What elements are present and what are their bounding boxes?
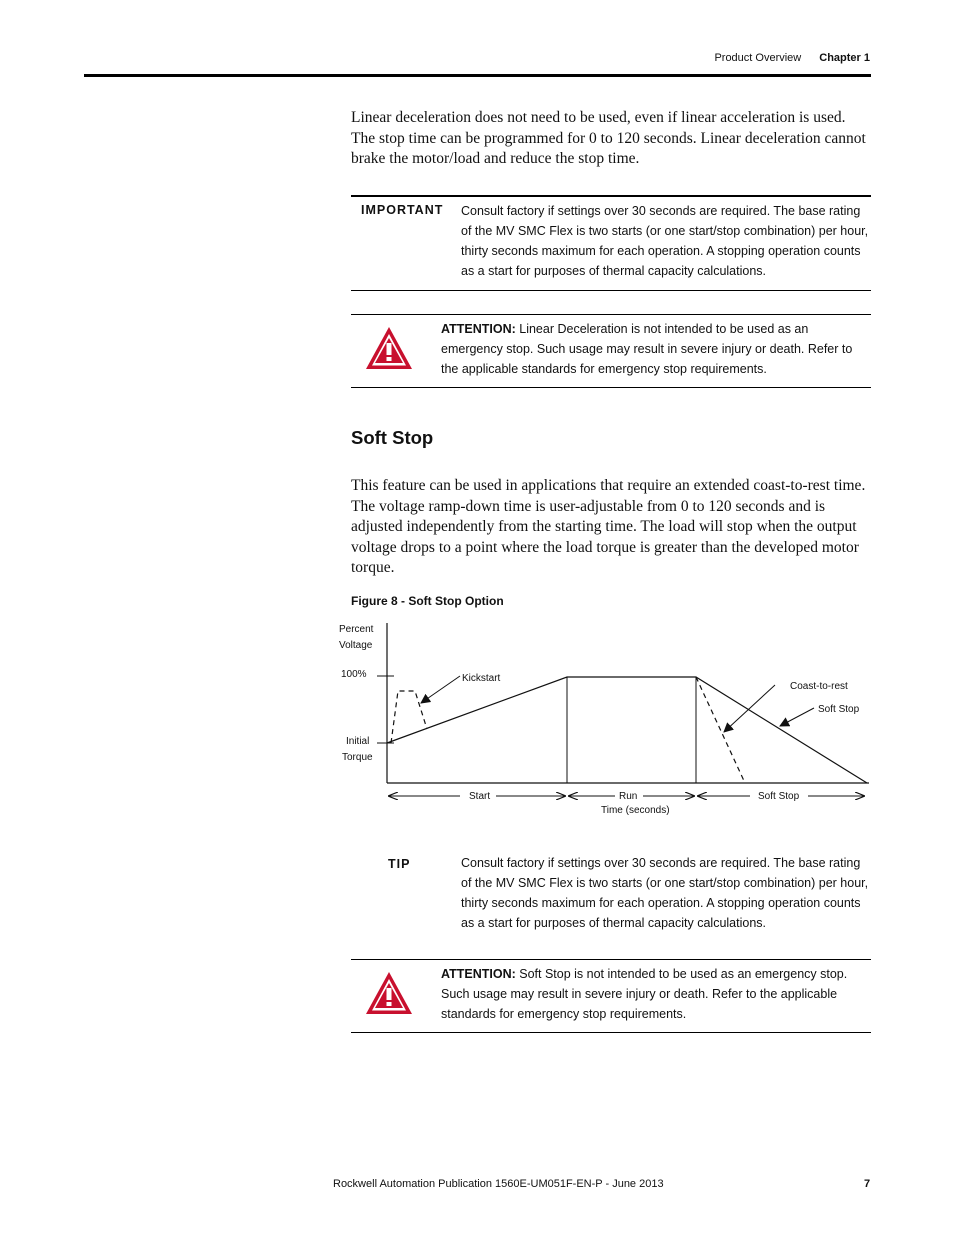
soft-stop-pointer <box>780 708 814 726</box>
section-heading: Soft Stop <box>351 427 434 448</box>
phase-start: Start <box>469 791 491 802</box>
coast-to-rest-series <box>696 677 745 783</box>
page-header <box>714 52 870 64</box>
header-rule <box>84 74 871 77</box>
kickstart-pointer <box>421 676 460 703</box>
warning-triangle-icon <box>364 325 414 371</box>
attention-top-rule <box>351 314 871 315</box>
soft-stop-paragraph: This feature can be used in applications that require an extended coast-to-rest time. The voltage ramp-down time is user-adjustable from 0 to 120 seconds and is adjusted independently from the starting time. The load will stop when the output voltage drops to a point where the load torque is greater than the developed motor torque. <box>351 477 866 576</box>
x-axis-label: Time (seconds) <box>601 805 670 816</box>
important-text: Consult factory if settings over 30 seconds are required. The base rating of the MV SMC Flex is two starts (or one start/stop combination) per hour, thirty seconds maximum for each operation. A stopping operation counts as a start for purposes of thermal capacity calculations. <box>461 204 869 278</box>
attention-top-rule <box>351 959 871 960</box>
attention-bottom-rule <box>351 387 871 388</box>
annotation-kickstart: Kickstart <box>462 673 501 684</box>
figure-caption: Figure 8 - Soft Stop Option <box>351 594 504 608</box>
coast-to-rest-pointer <box>724 685 775 732</box>
important-label: IMPORTANT <box>361 203 444 217</box>
important-notice <box>351 195 871 291</box>
annotation-soft-stop: Soft Stop <box>818 704 860 715</box>
annotation-coast-to-rest: Coast-to-rest <box>790 681 848 692</box>
y-tick-100: 100% <box>341 669 367 680</box>
tip-label: TIP <box>388 857 411 871</box>
y-label-line1: Percent <box>339 624 374 635</box>
attention-label: ATTENTION: <box>441 322 516 336</box>
soft-stop-series <box>387 677 867 783</box>
attention-text <box>441 964 866 1024</box>
attention-notice-linear-decel <box>351 314 871 388</box>
notice-top-rule <box>351 195 871 197</box>
attention-text <box>441 319 866 379</box>
phase-soft-stop: Soft Stop <box>758 791 800 802</box>
header-chapter: Chapter 1 <box>819 52 870 64</box>
linear-decel-paragraph: Linear deceleration does not need to be used, even if linear acceleration is used. The stop time can be programmed for 0 to 120 seconds. Linear deceleration cannot brake the motor/load and reduce the stop time. <box>351 109 866 167</box>
page-number: 7 <box>864 1178 871 1190</box>
header-section: Product Overview <box>714 52 802 64</box>
footer-publication: Rockwell Automation Publication 1560E-UM051F-EN-P - June 2013 <box>333 1178 664 1190</box>
y-tick-torque: Torque <box>342 752 373 763</box>
attention-label: ATTENTION: <box>441 967 516 981</box>
notice-bottom-rule <box>351 290 871 291</box>
attention-bottom-rule <box>351 1032 871 1033</box>
y-label-line2: Voltage <box>339 640 373 651</box>
soft-stop-chart <box>330 615 875 820</box>
attention-body: Soft Stop is not intended to be used as an emergency stop. Such usage may result in severe injury or death. Refer to the applicable standards for emergency stop requirements. <box>441 967 848 1021</box>
warning-triangle-icon <box>364 970 414 1016</box>
phase-run: Run <box>619 791 638 802</box>
attention-notice-soft-stop <box>351 959 871 1033</box>
attention-body: Linear Deceleration is not intended to be used as an emergency stop. Such usage may result in severe injury or death. Refer to the applicable standards for emergency stop requirements. <box>441 322 853 376</box>
y-tick-initial: Initial <box>346 736 370 747</box>
tip-text: Consult factory if settings over 30 seconds are required. The base rating of the MV SMC Flex is two starts (or one start/stop combination) per hour, thirty seconds maximum for each operation. A stopping operation counts as a start for purposes of thermal capacity calculations. <box>461 856 869 930</box>
